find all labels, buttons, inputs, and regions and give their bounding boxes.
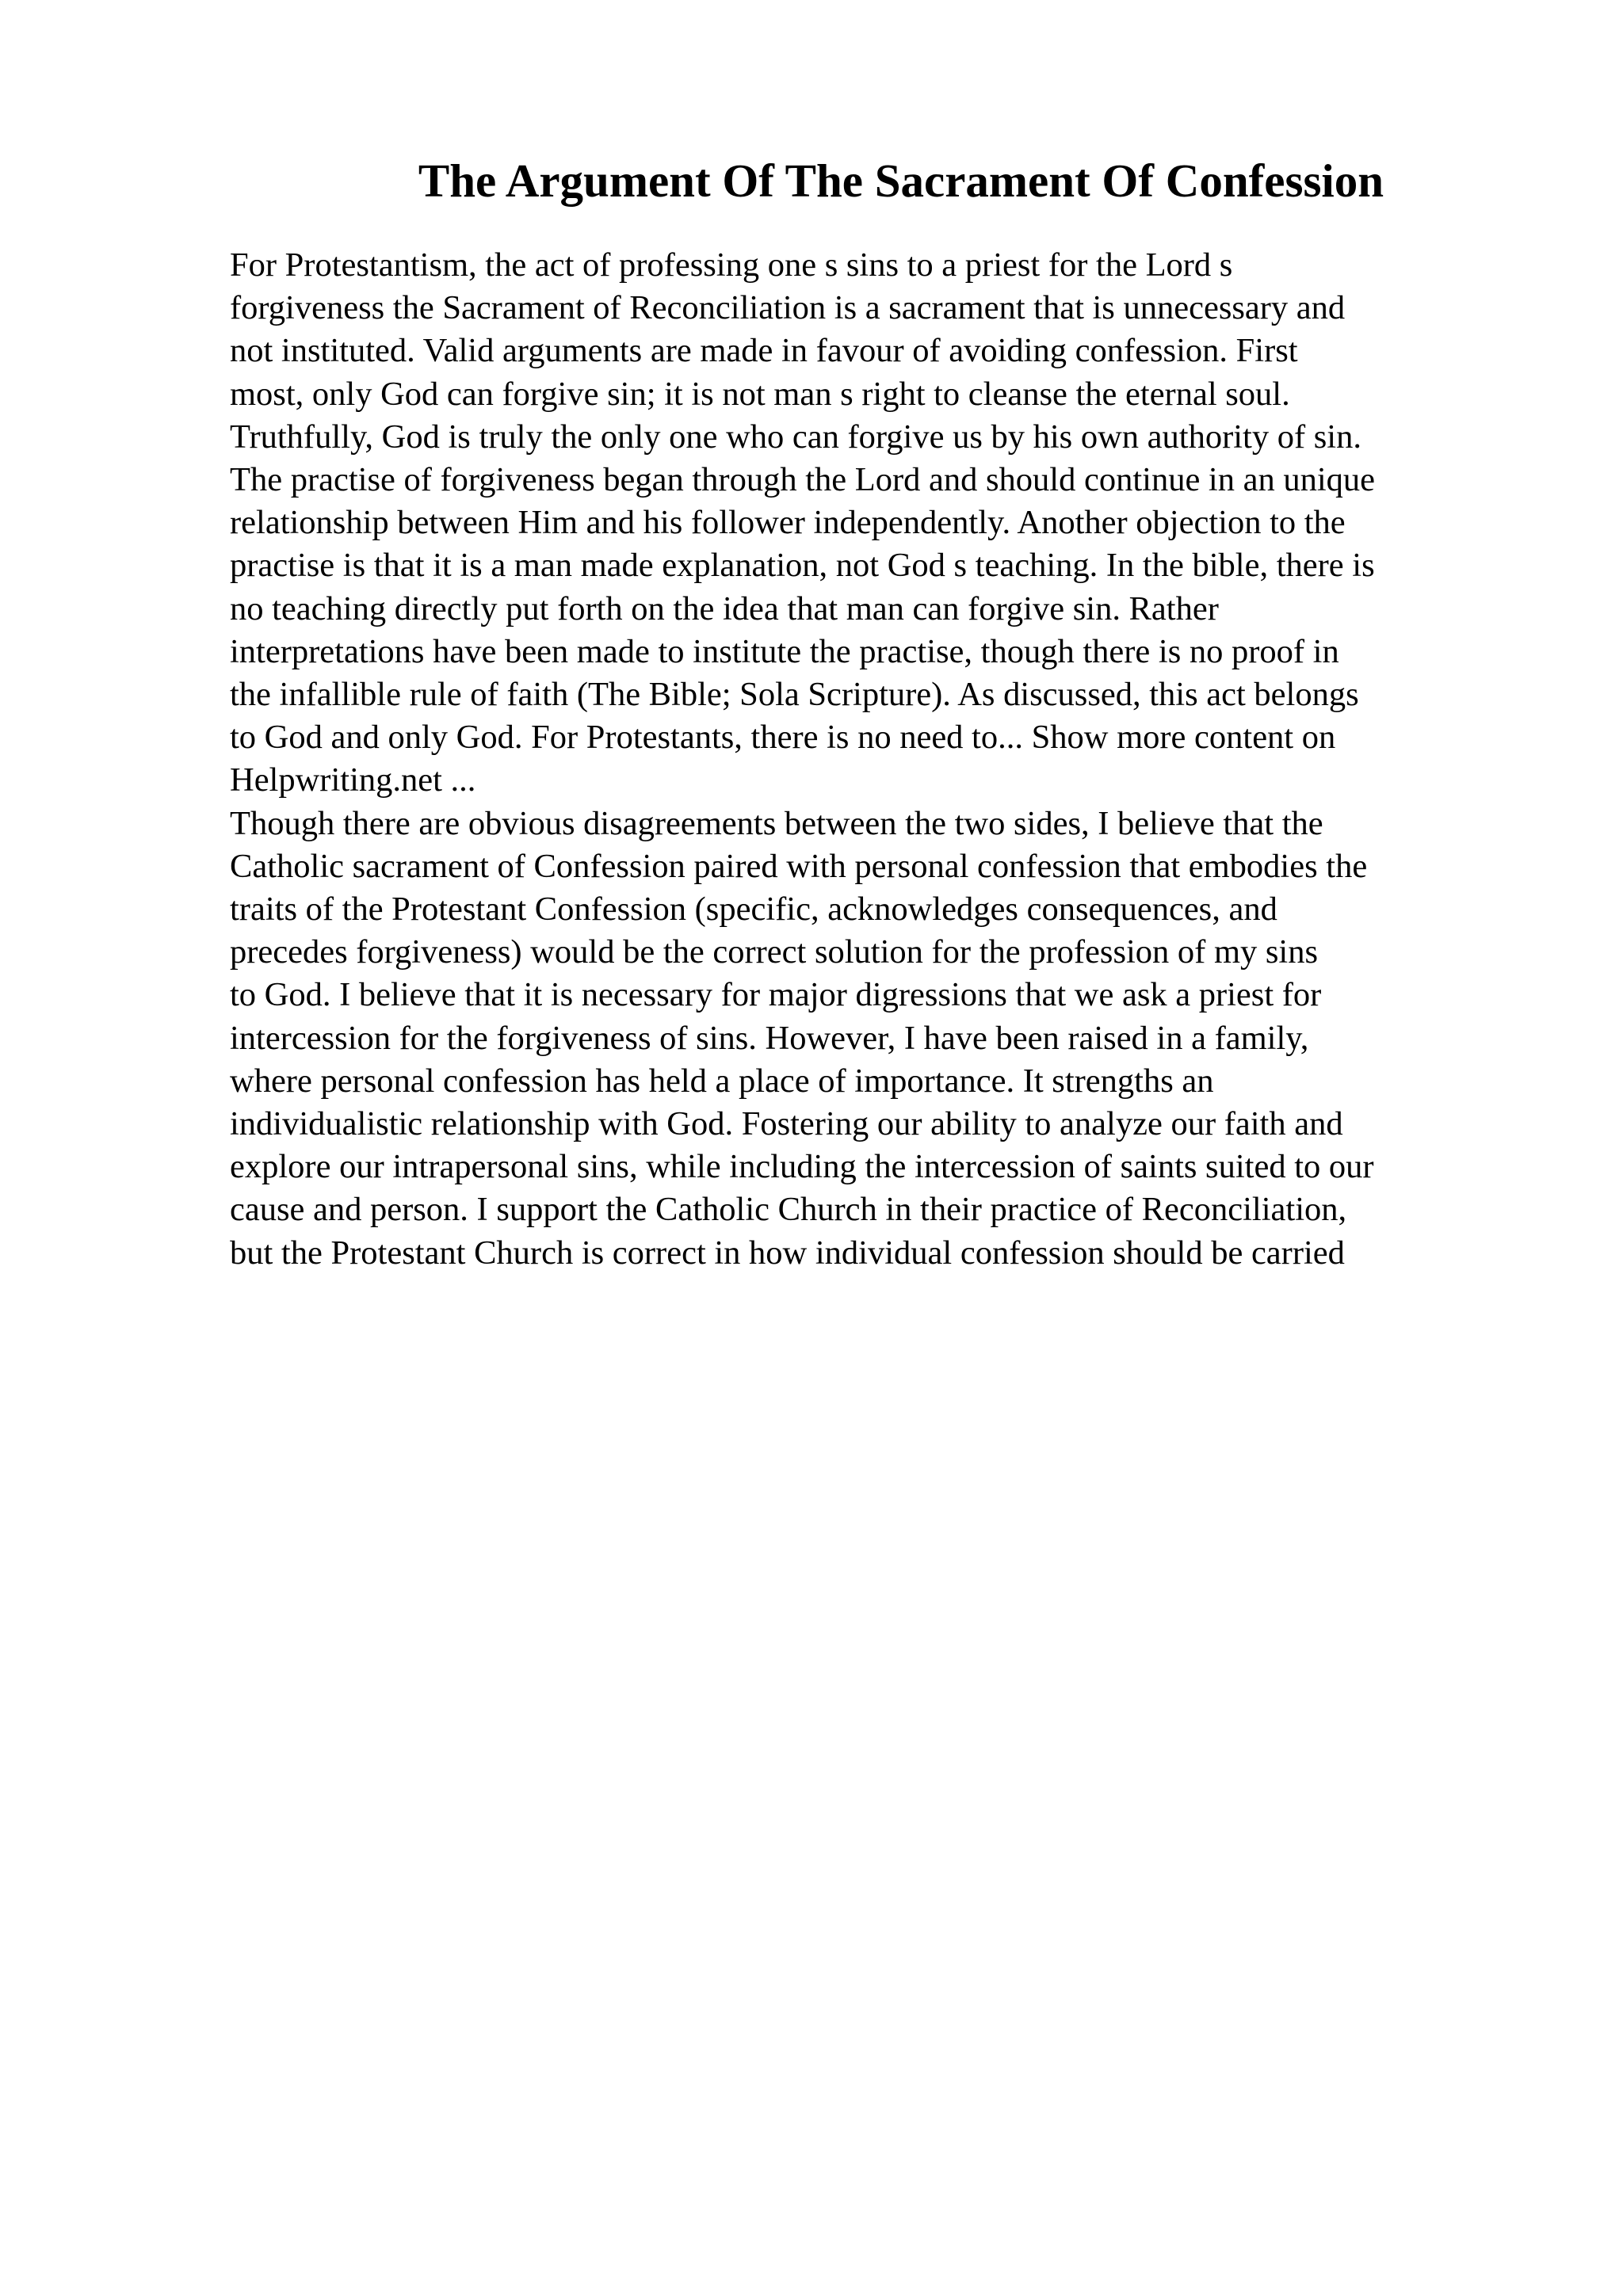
body-line: Helpwriting.net ... [230,761,476,799]
body-line: the infallible rule of faith (The Bible; Sola Scripture). As discussed, this act belongs [230,676,1359,714]
body-line: traits of the Protestant Confession (specific, acknowledges consequences, and [230,891,1277,929]
body-line: practise is that it is a man made explanation, not God s teaching. In the bible, there is [230,547,1375,585]
body-line: For Protestantism, the act of professing one s sins to a priest for the Lord s [230,246,1233,284]
document-body [230,244,1498,1275]
body-line: interpretations have been made to institute the practise, though there is no proof in [230,632,1339,670]
body-line: to God. I believe that it is necessary for major digressions that we ask a priest for [230,976,1322,1014]
document-title: The Argument Of The Sacrament Of Confession [418,154,1384,207]
body-line: Though there are obvious disagreements between the two sides, I believe that the [230,804,1323,842]
body-line: intercession for the forgiveness of sins. However, I have been raised in a family, [230,1019,1309,1057]
body-line: forgiveness the Sacrament of Reconciliation is a sacrament that is unnecessary and [230,289,1346,327]
body-line: Truthfully, God is truly the only one who can forgive us by his own authority of sin. [230,418,1361,456]
body-line: most, only God can forgive sin; it is not man s right to cleanse the eternal soul. [230,375,1290,413]
body-line: individualistic relationship with God. Fostering our ability to analyze our faith and [230,1105,1343,1143]
body-line: no teaching directly put forth on the idea that man can forgive sin. Rather [230,589,1219,627]
body-line: relationship between Him and his follower independently. Another objection to the [230,504,1346,542]
body-line: not instituted. Valid arguments are made in favour of avoiding confession. First [230,332,1298,370]
body-line: cause and person. I support the Catholic Church in their practice of Reconciliation, [230,1191,1347,1229]
body-line: explore our intrapersonal sins, while including the intercession of saints suited to our [230,1148,1374,1186]
body-line: to God and only God. For Protestants, there is no need to... Show more content on [230,719,1336,757]
body-line: The practise of forgiveness began through the Lord and should continue in an unique [230,461,1376,499]
body-line: Catholic sacrament of Confession paired with personal confession that embodies the [230,847,1368,885]
body-line: precedes forgiveness) would be the correct solution for the profession of my sins [230,933,1319,971]
body-line: where personal confession has held a place of importance. It strengths an [230,1062,1214,1100]
body-line: but the Protestant Church is correct in how individual confession should be carried [230,1234,1345,1272]
